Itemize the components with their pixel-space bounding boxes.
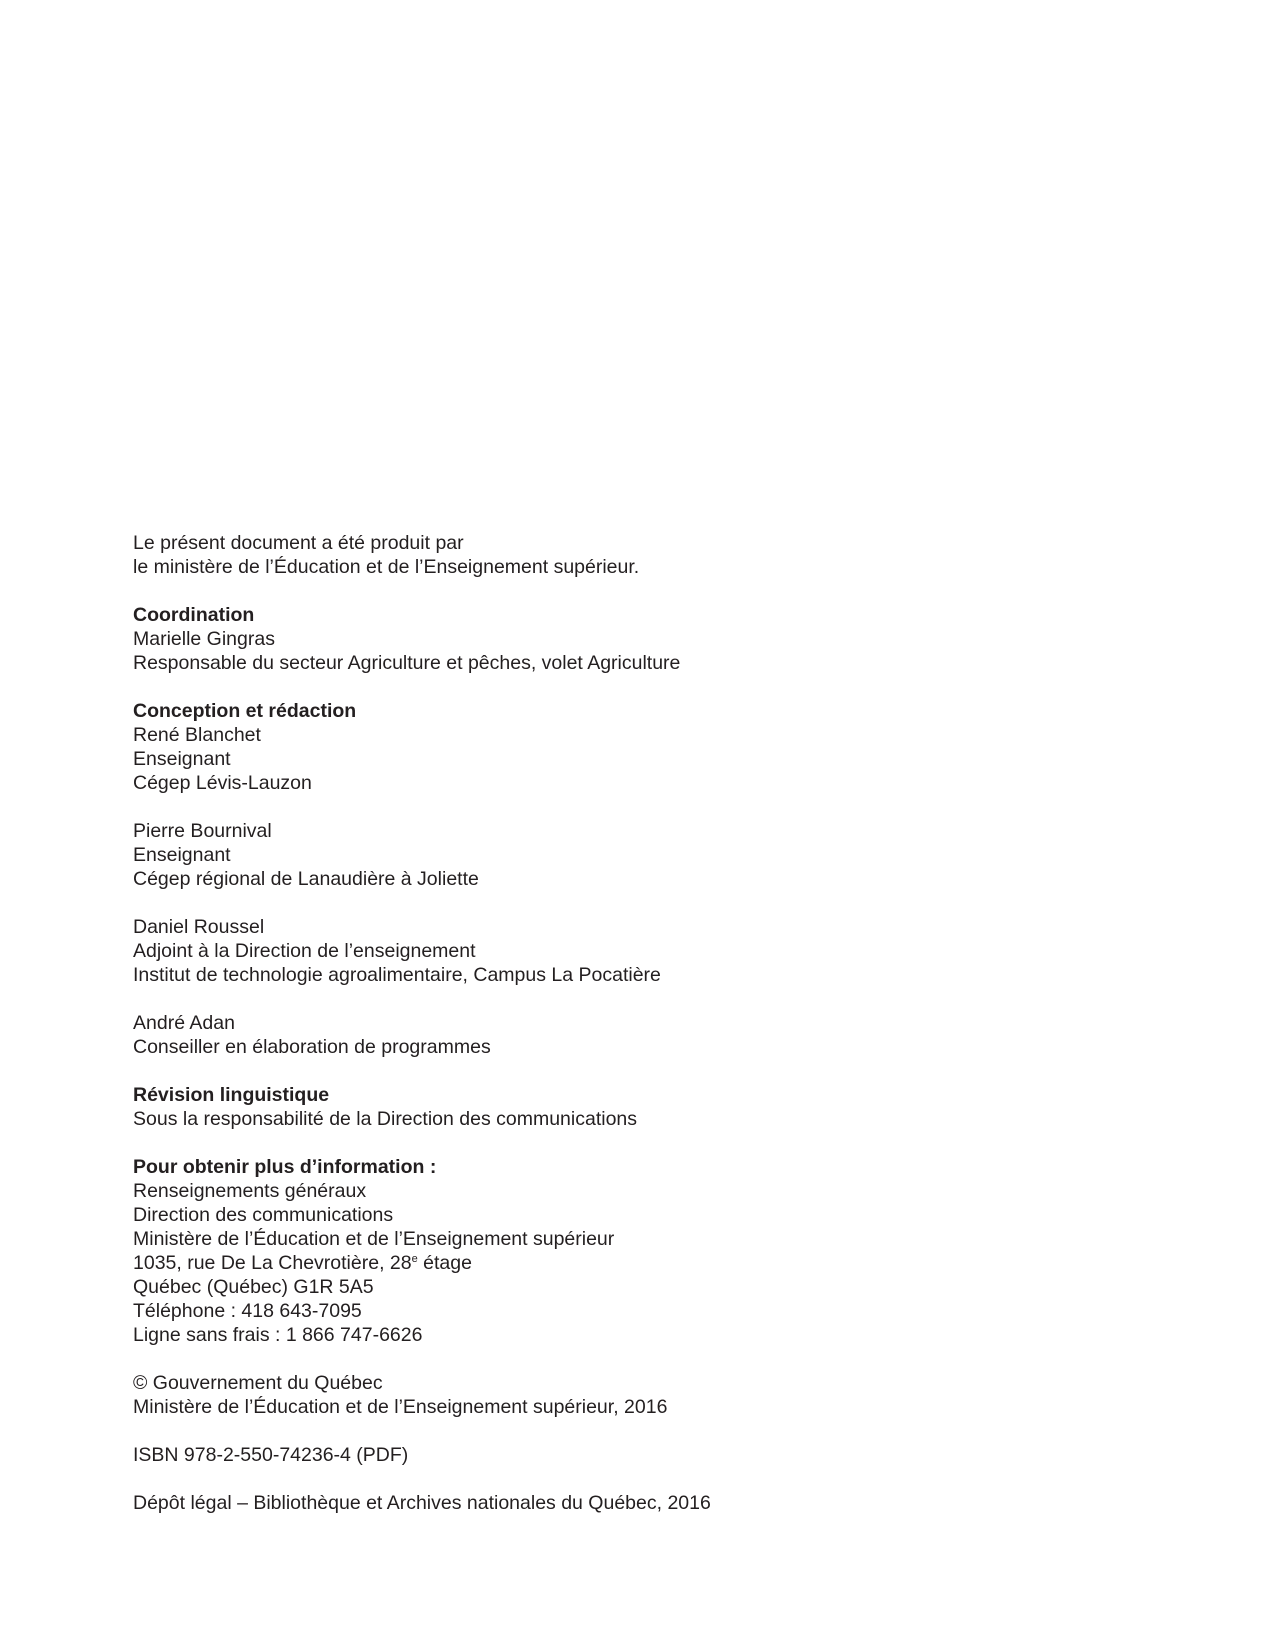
conception-person-1 (133, 699, 1033, 795)
person-org: Cégep Lévis-Lauzon (133, 772, 312, 794)
intro-line-2: le ministère de l’Éducation et de l’Enseignement supérieur. (133, 556, 640, 578)
intro-line-1: Le présent document a été produit par (133, 532, 464, 554)
info-phone: Téléphone : 418 643-7095 (133, 1300, 362, 1322)
person-name: René Blanchet (133, 724, 261, 746)
revision-text: Sous la responsabilité de la Direction des communications (133, 1108, 638, 1130)
coordination-name: Marielle Gingras (133, 628, 275, 650)
person-org: Institut de technologie agroalimentaire, Campus La Pocatière (133, 964, 661, 986)
revision-block (133, 1083, 1033, 1131)
conception-heading: Conception et rédaction (133, 700, 357, 722)
coordination-block (133, 603, 1033, 675)
address-floor-word: étage (417, 1252, 472, 1274)
person-title: Enseignant (133, 844, 231, 866)
person-name: Daniel Roussel (133, 916, 265, 938)
address-floor-sup: e (411, 1253, 418, 1265)
person-title: Adjoint à la Direction de l’enseignement (133, 940, 476, 962)
person-name: Pierre Bournival (133, 820, 272, 842)
info-address (133, 1251, 1033, 1275)
conception-person-4 (133, 1011, 1033, 1059)
info-city: Québec (Québec) G1R 5A5 (133, 1276, 374, 1298)
person-org: Cégep régional de Lanaudière à Joliette (133, 868, 479, 890)
copyright-block (133, 1371, 1033, 1419)
conception-person-3 (133, 915, 1033, 987)
info-line-1: Renseignements généraux (133, 1180, 367, 1202)
coordination-role: Responsable du secteur Agriculture et pêches, volet Agriculture (133, 652, 681, 674)
info-line-2: Direction des communications (133, 1204, 394, 1226)
copyright-line-2: Ministère de l’Éducation et de l’Enseignement supérieur, 2016 (133, 1396, 668, 1418)
address-street: 1035, rue De La Chevrotière, 28 (133, 1252, 412, 1274)
info-line-3: Ministère de l’Éducation et de l’Enseignement supérieur (133, 1228, 615, 1250)
coordination-heading: Coordination (133, 604, 255, 626)
person-title: Enseignant (133, 748, 231, 770)
info-tollfree: Ligne sans frais : 1 866 747-6626 (133, 1324, 423, 1346)
depot-legal: Dépôt légal – Bibliothèque et Archives nationales du Québec, 2016 (133, 1492, 711, 1514)
info-heading: Pour obtenir plus d’information : (133, 1156, 437, 1178)
info-block (133, 1155, 1033, 1347)
copyright-line-1: © Gouvernement du Québec (133, 1372, 383, 1394)
credits-page (133, 531, 1033, 1539)
depot-block (133, 1491, 1033, 1515)
person-title: Conseiller en élaboration de programmes (133, 1036, 491, 1058)
intro-block (133, 531, 1033, 579)
person-name: André Adan (133, 1012, 235, 1034)
isbn: ISBN 978-2-550-74236-4 (PDF) (133, 1444, 409, 1466)
isbn-block (133, 1443, 1033, 1467)
conception-person-2 (133, 819, 1033, 891)
revision-heading: Révision linguistique (133, 1084, 330, 1106)
